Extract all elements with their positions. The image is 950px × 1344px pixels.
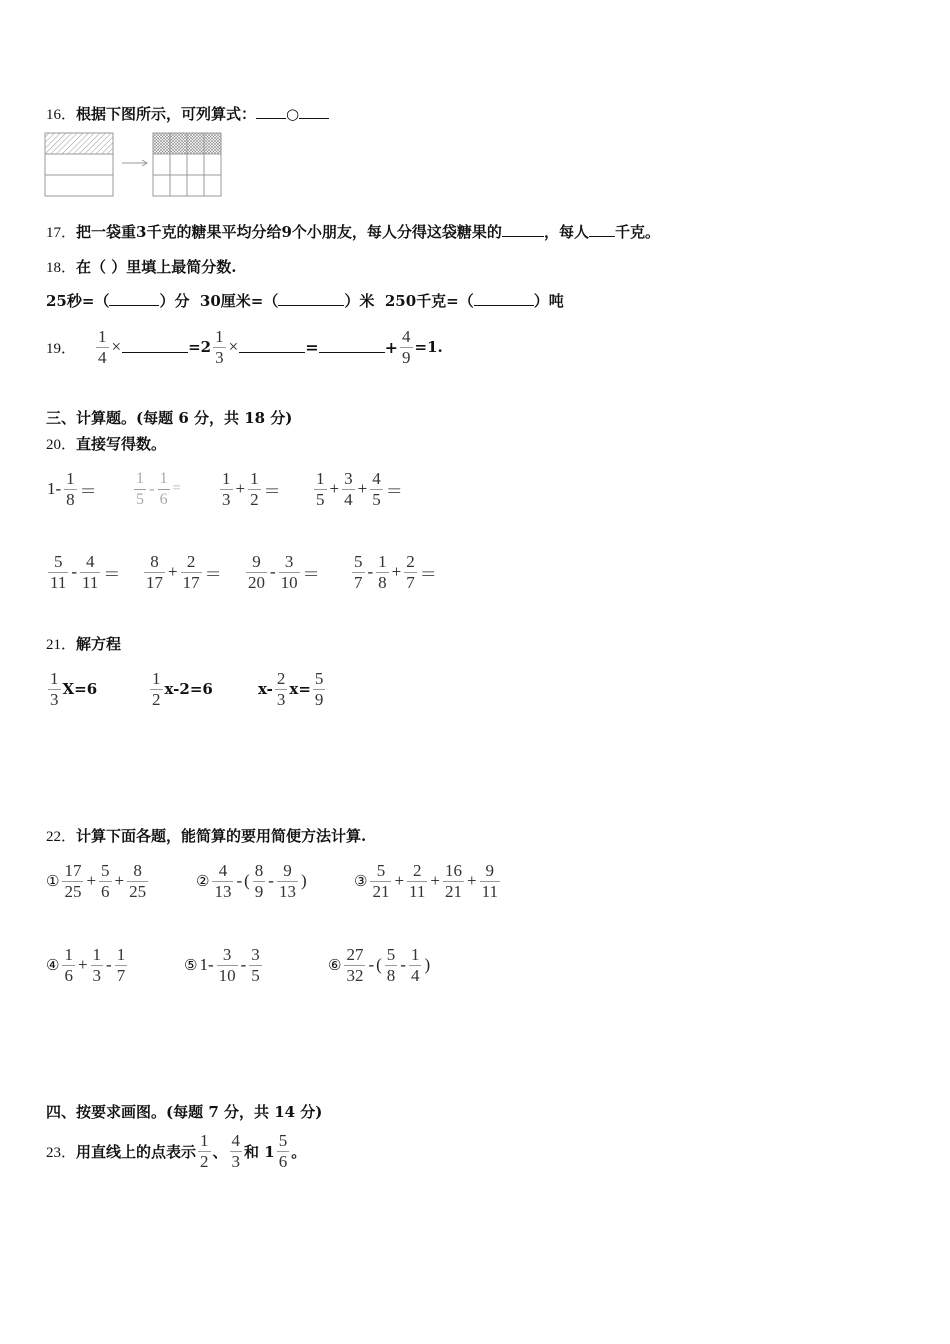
expr-22-4: ④ $\frac{1}{6}$ + $\frac{1}{3}$ - $\frac{1}{7}$ <box>46 944 126 985</box>
left-rect <box>45 133 113 196</box>
q18-number: 18． <box>46 260 77 276</box>
q16-text: 根据下图所示，可列算式： <box>76 105 257 123</box>
q17-text-3: 个小朋友，每人分得这袋糖果的 <box>291 223 502 241</box>
expr-22-6: ⑥ $\frac{27}{32}$ - ( $\frac{5}{8}$ - $\frac{1}{4}$ ) <box>328 944 431 985</box>
q18-line <box>46 256 236 277</box>
expr-22-3: ③ $\frac{5}{21}$ + $\frac{2}{11}$ + $\frac{16}{21}$ + $\frac{9}{11}$ <box>354 860 498 901</box>
q16-blank-2[interactable] <box>299 104 329 119</box>
q19-blank-2[interactable] <box>239 342 305 353</box>
q17-text-5: 千克。 <box>614 223 660 241</box>
q21-equations <box>46 664 366 714</box>
q18-b-value: 30 <box>199 292 221 310</box>
q17-text-1: 把一袋重 <box>76 223 137 241</box>
q17-weight: 3 <box>136 223 147 241</box>
q16-figure <box>44 132 226 198</box>
q23-sep: 、 <box>212 1142 228 1161</box>
q17-text-4: ，每人 <box>543 223 589 241</box>
right-rect <box>153 133 221 196</box>
q20-row-1 <box>46 464 466 514</box>
q23-number: 23． <box>46 1144 77 1161</box>
q16-number: 16． <box>46 107 77 123</box>
q21-number: 21． <box>46 637 77 653</box>
equation-1: $\frac{1}{3}$ X=6 <box>50 668 98 709</box>
q23-text: 用直线上的点表示 <box>76 1142 197 1161</box>
q17-text-2: 千克的糖果平均分给 <box>146 223 282 241</box>
expr-22-2: ② $\frac{4}{13}$ - ( $\frac{8}{9}$ - $\frac{9}{13}$ ) <box>196 860 307 901</box>
q19-blank-3[interactable] <box>319 342 385 353</box>
q19-plus: + <box>384 337 399 357</box>
q20-line <box>46 433 166 454</box>
q18-a-unit: 秒=（ <box>66 292 110 310</box>
q19-number: 19． <box>46 340 77 357</box>
expr-20-5: $\frac{5}{11}$ - $\frac{4}{11}$ ＝ <box>50 551 121 592</box>
fraction-5-6: $\frac{5}{6}$ <box>278 1130 288 1171</box>
q18-a-after: ）分 <box>159 292 190 310</box>
q22-text: 计算下面各题，能简算的要用简便方法计算. <box>76 827 367 845</box>
q19-eq1: =1. <box>414 338 443 356</box>
expr-22-1: ① $\frac{17}{25}$ + $\frac{5}{6}$ + $\frac{8}{25}$ <box>46 860 147 901</box>
q22-number: 22． <box>46 829 77 845</box>
q18-text: 在（ ）里填上最简分数. <box>76 258 237 276</box>
q18-c-after: ）吨 <box>533 292 564 310</box>
q19-eq: = <box>305 337 319 357</box>
times-sign: × <box>111 337 122 356</box>
q22-line <box>46 825 366 846</box>
q18-c-unit: 千克=（ <box>416 292 474 310</box>
equation-3: x- $\frac{2}{3}$ x= $\frac{5}{9}$ <box>258 668 324 709</box>
q17-kids: 9 <box>281 223 292 241</box>
expr-20-1: 1- $\frac{1}{8}$ ＝ <box>47 468 97 509</box>
q22-row-2 <box>46 940 466 990</box>
q23-end: 。 <box>291 1142 307 1161</box>
fraction-1-4: $\frac{1}{4}$ <box>98 326 107 367</box>
section-4-title: 四、按要求画图。(每题 7 分，共 14 分) <box>46 1103 323 1121</box>
q18-c-value: 250 <box>384 292 417 310</box>
q21-text: 解方程 <box>76 635 122 653</box>
q19-line <box>46 322 443 372</box>
times-sign-2: × <box>228 337 239 356</box>
expr-22-5: ⑤ 1- $\frac{3}{10}$ - $\frac{3}{5}$ <box>184 944 260 985</box>
expr-20-2: $\frac{1}{5}$ - $\frac{1}{6}$ = <box>136 469 181 508</box>
expr-20-6: $\frac{8}{17}$ + $\frac{2}{17}$ ＝ <box>146 551 222 592</box>
equation-2: $\frac{1}{2}$ x-2=6 <box>152 668 213 709</box>
q16-line <box>46 103 329 124</box>
q18-a-value: 25 <box>46 292 67 310</box>
q18-blank-a[interactable] <box>109 291 159 306</box>
q18-blank-b[interactable] <box>278 291 344 306</box>
q17-blank-2[interactable] <box>589 222 615 237</box>
q23-line <box>46 1126 306 1176</box>
expr-20-3: $\frac{1}{3}$ + $\frac{1}{2}$ ＝ <box>222 468 281 509</box>
q17-blank-1[interactable] <box>502 222 544 237</box>
q16-blank-1[interactable] <box>256 104 286 119</box>
q21-line <box>46 633 121 654</box>
fraction-1-2: $\frac{1}{2}$ <box>200 1130 209 1171</box>
q20-text: 直接写得数。 <box>76 435 167 453</box>
arrow-icon <box>122 160 147 166</box>
expr-20-7: $\frac{9}{20}$ - $\frac{3}{10}$ ＝ <box>248 551 320 592</box>
q18-items <box>46 290 564 311</box>
q18-b-unit: 厘米=（ <box>220 292 279 310</box>
q23-and: 和 1 <box>244 1142 275 1161</box>
q17-number: 17． <box>46 225 77 241</box>
q20-row-2 <box>46 547 466 597</box>
q22-row-1 <box>46 856 526 906</box>
q19-blank-1[interactable] <box>122 342 188 353</box>
fraction-4-9: $\frac{4}{9}$ <box>402 326 411 367</box>
q19-eq2: =2 <box>188 338 212 356</box>
q17-line <box>46 221 660 242</box>
expr-20-8: $\frac{5}{7}$ - $\frac{1}{8}$ + $\frac{2}{7}$ ＝ <box>354 551 437 592</box>
q16-circle: ○ <box>286 105 300 123</box>
fraction-4-3: $\frac{4}{3}$ <box>231 1130 241 1171</box>
q18-blank-c[interactable] <box>474 291 534 306</box>
section-3-title: 三、计算题。(每题 6 分，共 18 分) <box>46 409 293 427</box>
expr-20-4: $\frac{1}{5}$ + $\frac{3}{4}$ + $\frac{4}{5}$ ＝ <box>316 468 403 509</box>
fraction-1-3: $\frac{1}{3}$ <box>215 326 224 367</box>
q20-number: 20． <box>46 437 77 453</box>
q18-b-after: ）米 <box>344 292 375 310</box>
